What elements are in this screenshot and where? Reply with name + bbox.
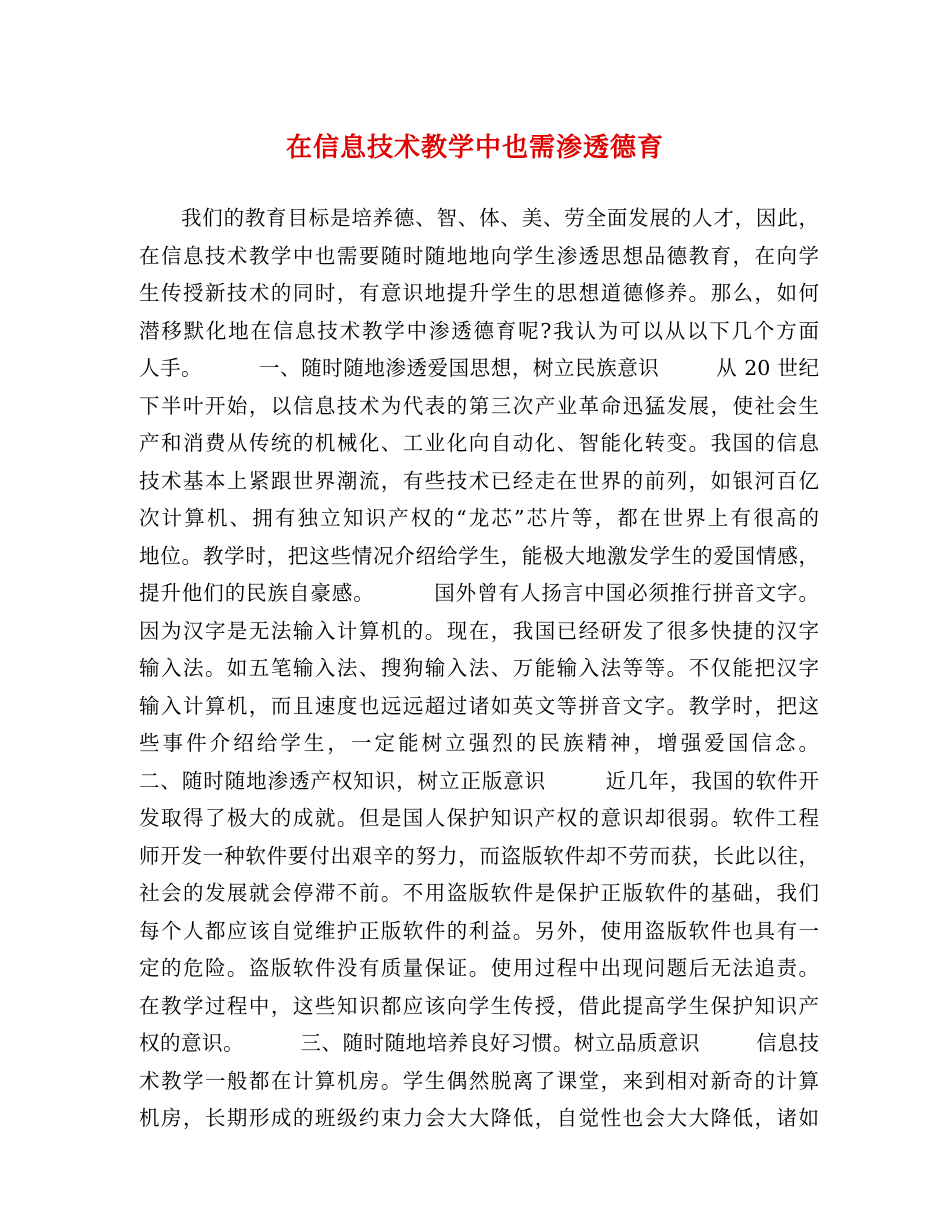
body-line: 术教学一般都在计算机房。学生偶然脱离了课堂，来到相对新奇的计算 [139,1068,819,1093]
body-line: 提升他们的民族自豪感。 国外曾有人扬言中国必须推行拼音文字。 [139,581,819,605]
body-line: 些事件介绍给学生，一定能树立强烈的民族精神，增强爱国信念。 [139,731,819,755]
body-line: 因为汉字是无法输入计算机的。现在，我国已经研发了很多快捷的汉字 [139,618,819,643]
body-line: 在信息技术教学中也需要随时随地地向学生渗透思想品德教育，在向学 [139,243,819,268]
body-line: 技术基本上紧跟世界潮流，有些技术已经走在世界的前列，如银河百亿 [139,468,819,493]
body-line: 人手。 一、随时随地渗透爱国思想，树立民族意识 从 20 世纪 [139,356,819,380]
body-line: 产和消费从传统的机械化、工业化向自动化、智能化转变。我国的信息 [139,431,819,455]
body-line: 定的危险。盗版软件没有质量保证。使用过程中出现问题后无法追责。 [139,956,819,980]
body-line: 机房，长期形成的班级约束力会大大降低，自觉性也会大大降低，诸如 [139,1106,819,1130]
body-line: 在教学过程中，这些知识都应该向学生传授，借此提高学生保护知识产 [139,993,819,1018]
body-line: 生传授新技术的同时，有意识地提升学生的思想道德修养。那么，如何 [139,281,819,305]
document-title: 在信息技术教学中也需渗透德育 [285,133,664,163]
body-line: 输入计算机，而且速度也远远超过诸如英文等拼音文字。教学时，把这 [139,693,819,718]
body-line: 输入法。如五笔输入法、搜狗输入法、万能输入法等等。不仅能把汉字 [139,656,819,680]
body-line: 下半叶开始，以信息技术为代表的第三次产业革命迅猛发展，使社会生 [139,393,819,418]
body-line: 发取得了极大的成就。但是国人保护知识产权的意识却很弱。软件工程 [139,806,819,830]
body-line: 社会的发展就会停滞不前。不用盗版软件是保护正版软件的基础，我们 [139,881,819,905]
body-line: 潜移默化地在信息技术教学中渗透德育呢?我认为可以从以下几个方面 [139,318,819,343]
body-line: 地位。教学时，把这些情况介绍给学生，能极大地激发学生的爱国情感， [139,543,819,568]
body-line: 我们的教育目标是培养德、智、体、美、劳全面发展的人才，因此， [181,206,819,230]
body-line: 师开发一种软件要付出艰辛的努力，而盗版软件却不劳而获，长此以往， [139,843,819,868]
document-body [139,200,819,1138]
body-line: 二、随时随地渗透产权知识，树立正版意识 近几年，我国的软件开 [139,768,819,793]
body-line: 次计算机、拥有独立知识产权的“龙芯”芯片等，都在世界上有很高的 [139,506,819,530]
body-line: 每个人都应该自觉维护正版软件的利益。另外，使用盗版软件也具有一 [139,918,819,943]
body-line: 权的意识。 三、随时随地培养良好习惯。树立品质意识 信息技 [139,1031,819,1055]
